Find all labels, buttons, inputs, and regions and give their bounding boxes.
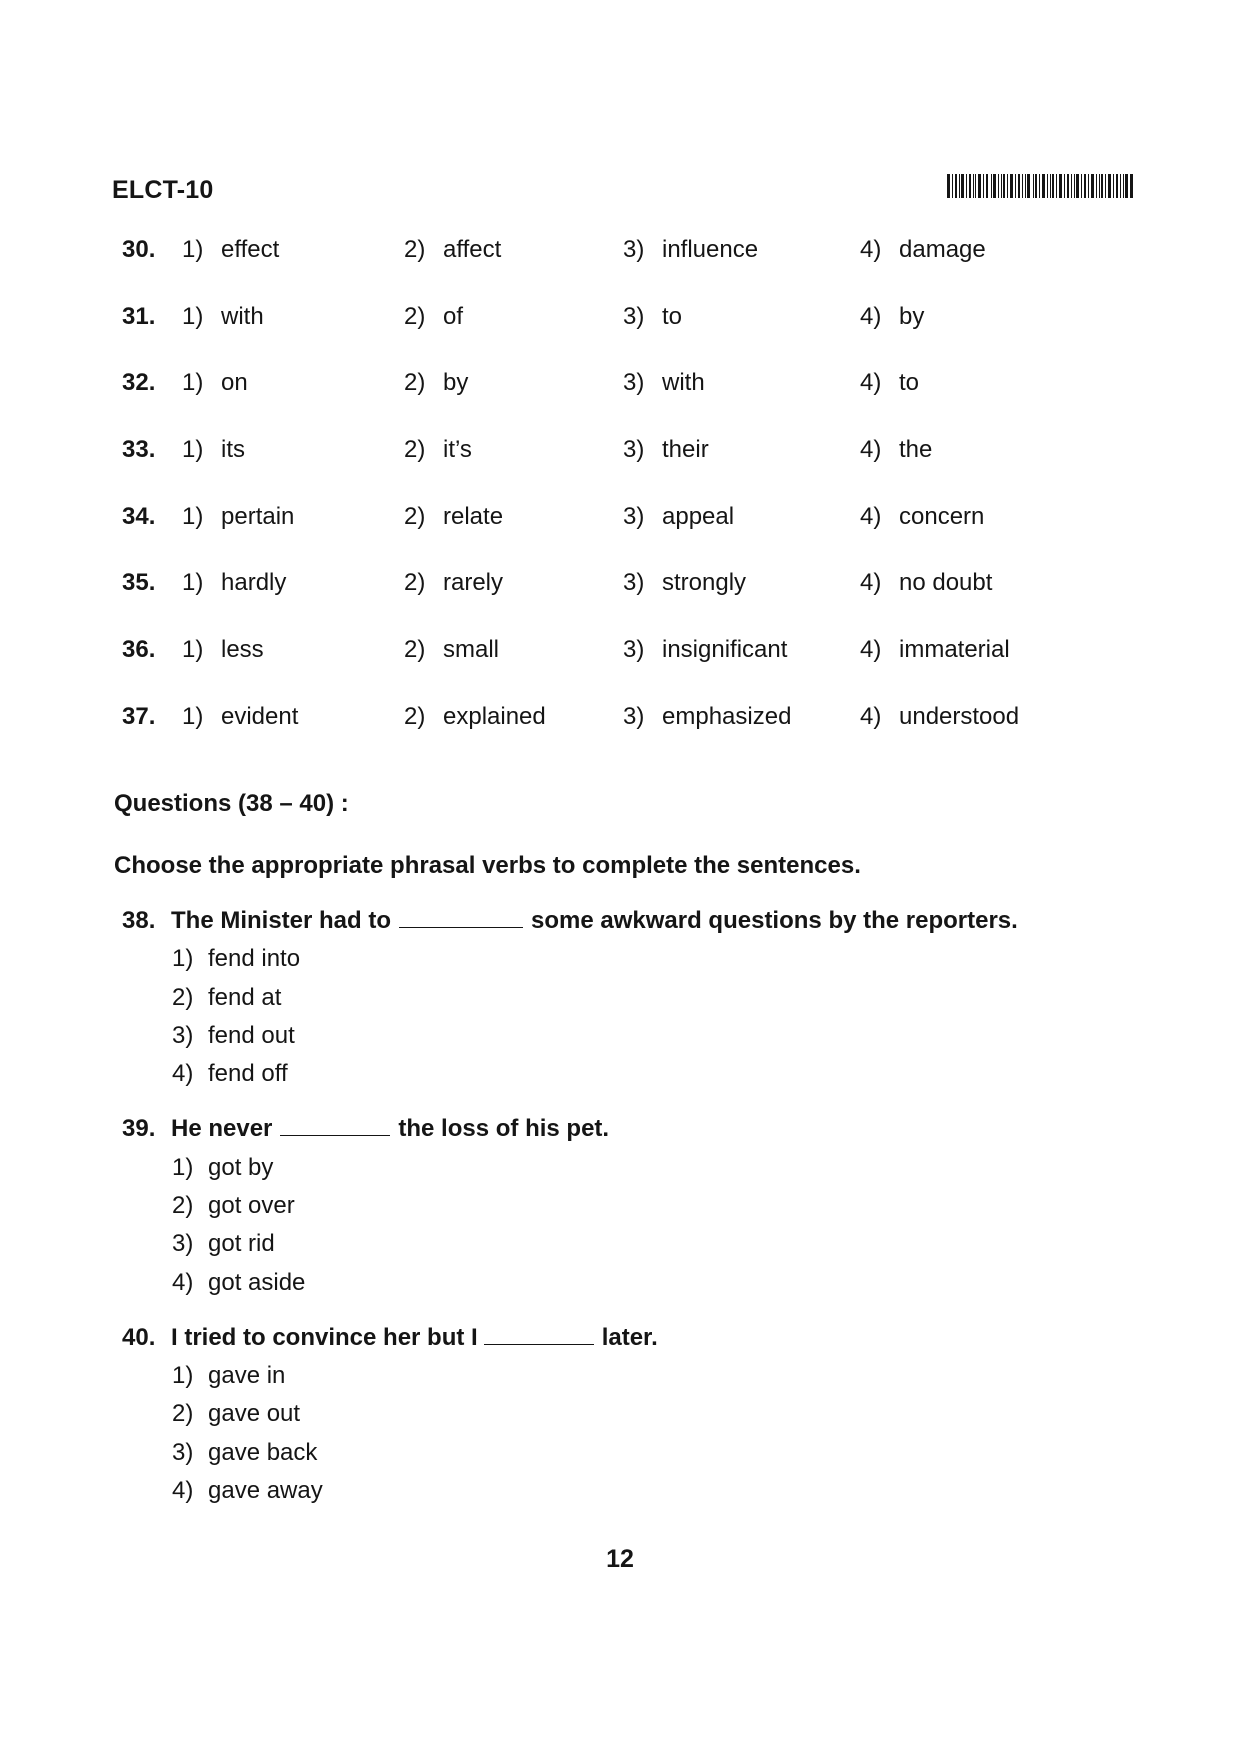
question-stem: 40. I tried to convince her but I later. — [122, 1324, 658, 1351]
question-number: 34. — [122, 503, 156, 530]
option-1: 1) with — [182, 303, 264, 330]
answer-blank — [280, 1115, 390, 1136]
option-3: 3) insignificant — [623, 636, 788, 663]
answer-blank — [484, 1324, 594, 1345]
option-2: 2) explained — [404, 703, 546, 730]
option-1: 1) evident — [182, 703, 299, 730]
question-number: 40. — [122, 1324, 156, 1351]
option-4: 4) fend off — [172, 1060, 288, 1087]
option-2: 2) fend at — [172, 984, 282, 1011]
option-4: 4) no doubt — [860, 569, 993, 596]
option-1: 1) hardly — [182, 569, 287, 596]
question-number: 36. — [122, 636, 156, 663]
option-3: 3) appeal — [623, 503, 735, 530]
option-2: 2) it’s — [404, 436, 472, 463]
option-2: 2) got over — [172, 1192, 295, 1219]
option-1: 1) pertain — [182, 503, 295, 530]
question-number: 35. — [122, 569, 156, 596]
option-4: 4) by — [860, 303, 925, 330]
option-2: 2) of — [404, 303, 464, 330]
question-number: 33. — [122, 436, 156, 463]
page-number: 12 — [606, 1545, 634, 1573]
option-2: 2) by — [404, 369, 469, 396]
option-3: 3) to — [623, 303, 683, 330]
question-number: 30. — [122, 236, 156, 263]
option-1: 1) gave in — [172, 1362, 286, 1389]
mcq-row — [0, 303, 1240, 337]
option-4: 4) got aside — [172, 1269, 306, 1296]
option-3: 3) their — [623, 436, 709, 463]
exam-code: ELCT-10 — [112, 176, 214, 204]
option-2: 2) gave out — [172, 1400, 301, 1427]
question-number: 38. — [122, 907, 156, 934]
option-3: 3) strongly — [623, 569, 747, 596]
mcq-row — [0, 703, 1240, 737]
option-2: 2) small — [404, 636, 500, 663]
option-2: 2) rarely — [404, 569, 504, 596]
mcq-row — [0, 436, 1240, 470]
option-4: 4) immaterial — [860, 636, 1010, 663]
option-3: 3) emphasized — [623, 703, 792, 730]
mcq-row — [0, 236, 1240, 270]
option-4: 4) gave away — [172, 1477, 323, 1504]
mcq-row — [0, 636, 1240, 670]
option-1: 1) less — [182, 636, 264, 663]
question-stem: 38. The Minister had to some awkward questions by the reporters. — [122, 907, 1018, 934]
mcq-row — [0, 569, 1240, 603]
option-4: 4) understood — [860, 703, 1020, 730]
question-number: 39. — [122, 1115, 156, 1142]
mcq-row — [0, 503, 1240, 537]
barcode-icon — [947, 174, 1133, 198]
section-instruction: Choose the appropriate phrasal verbs to complete the sentences. — [114, 852, 861, 879]
option-1: 1) its — [182, 436, 245, 463]
option-1: 1) on — [182, 369, 248, 396]
question-number: 37. — [122, 703, 156, 730]
option-1: 1) effect — [182, 236, 280, 263]
option-1: 1) fend into — [172, 945, 301, 972]
option-4: 4) damage — [860, 236, 986, 263]
option-3: 3) got rid — [172, 1230, 275, 1257]
option-3: 3) gave back — [172, 1439, 318, 1466]
option-2: 2) affect — [404, 236, 502, 263]
option-3: 3) influence — [623, 236, 759, 263]
section-heading: Questions (38 – 40) : — [114, 790, 349, 817]
option-1: 1) got by — [172, 1154, 274, 1181]
question-stem: 39. He never the loss of his pet. — [122, 1115, 610, 1142]
question-number: 31. — [122, 303, 156, 330]
option-2: 2) relate — [404, 503, 504, 530]
question-number: 32. — [122, 369, 156, 396]
option-4: 4) concern — [860, 503, 985, 530]
mcq-row — [0, 369, 1240, 403]
answer-blank — [399, 907, 523, 928]
option-3: 3) fend out — [172, 1022, 295, 1049]
option-4: 4) the — [860, 436, 933, 463]
option-3: 3) with — [623, 369, 705, 396]
option-4: 4) to — [860, 369, 920, 396]
